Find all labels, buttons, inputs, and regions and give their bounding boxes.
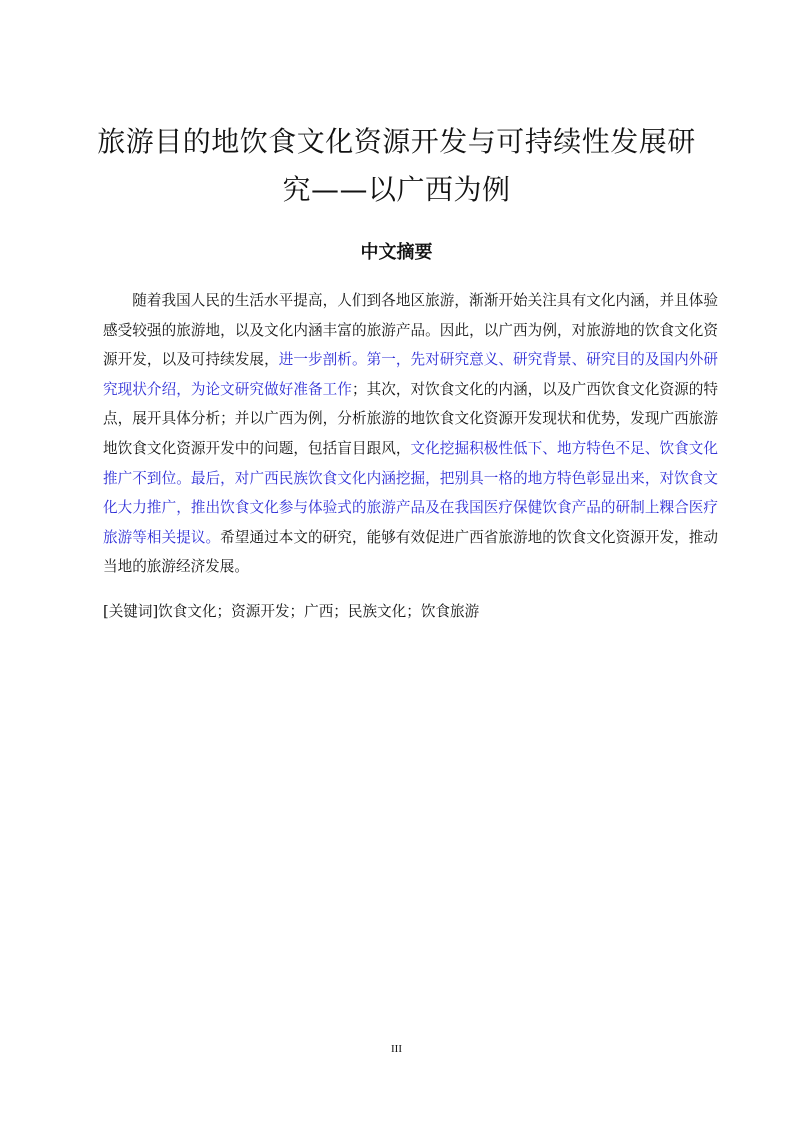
abstract-segment: 希望通过本文的研究，能够有效促进广西省旅游地的饮食文化资源开发，推动当地的旅游经济发展。 [103, 528, 718, 576]
abstract-segment: ；其次，对饮食文化的内涵，以及广西饮食文化资源的特点，展开具体分析；并以广西为例，分析旅游的地饮食文化资源开发现状和优势，发现广西旅游地饮食文化资源开发中的问题，包括盲目跟风， [103, 380, 718, 457]
document-title [90, 118, 703, 214]
title-line-1: 旅游目的地饮食文化资源开发与可持续性发展研 [97, 125, 696, 158]
keywords-label: [关键词] [103, 603, 159, 620]
abstract-heading: 中文摘要 [360, 242, 433, 263]
abstract-paragraph [103, 286, 718, 582]
abstract-segment-highlighted: 进一步剖析。第一，先对研究意义、研究背景、研究目的及国内外研究现状介绍，为论文研究做好准备工作 [103, 351, 718, 398]
keywords-line [103, 597, 718, 627]
keywords-text: 饮食文化；资源开发；广西；民族文化；饮食旅游 [158, 603, 480, 620]
page-number: III [391, 1043, 402, 1055]
abstract-segment-highlighted: 文化挖掘积极性低下、地方特色不足、饮食文化推广不到位。最后，对广西民族饮食文化内涵挖掘，把别具一格的地方特色彰显出来，对饮食文化大力推广，推出饮食文化参与体验式的旅游产品及在我国医疗保健饮食产品的研制上粿合医疗旅游等相关提议。 [103, 439, 718, 546]
title-line-2: 究——以广西为例 [282, 173, 511, 206]
abstract-segment: 随着我国人民的生活水平提高，人们到各地区旅游，渐渐开始关注具有文化内涵，并且体验感受较强的旅游地，以及文化内涵丰富的旅游产品。因此，以广西为例，对旅游地的饮食文化资源开发，以及可持续发展， [103, 292, 718, 369]
